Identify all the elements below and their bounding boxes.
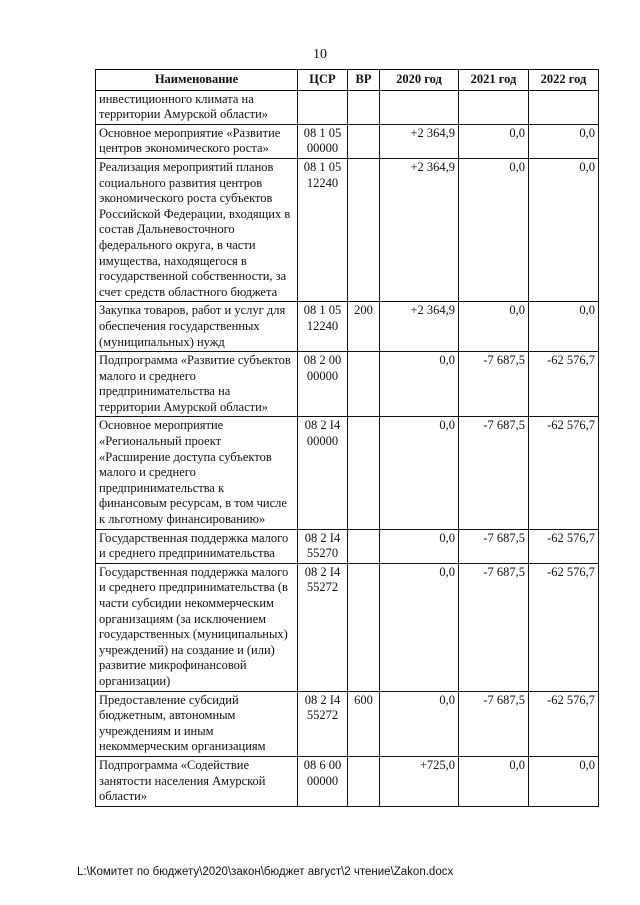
cell-2020: 0,0 [380, 563, 459, 691]
table-row [96, 529, 599, 563]
cell-2022 [529, 90, 599, 124]
cell-vr [348, 529, 380, 563]
header-2021: 2021 год [459, 70, 529, 91]
cell-name: Реализация мероприятий планов социального развития центров экономического роста субъектов Российской Федерации, входящих в состав Дальневосточного федерального округа, в части имущества, находящегося в государственной собственности, за счет средств областного бюджета [96, 158, 298, 301]
cell-2020: +2 364,9 [380, 124, 459, 158]
cell-2021: 0,0 [459, 756, 529, 806]
cell-2020: 0,0 [380, 417, 459, 529]
cell-csr: 08 1 05 12240 [298, 158, 348, 301]
header-csr: ЦСР [298, 70, 348, 91]
table-row [96, 691, 599, 756]
header-row [96, 70, 599, 91]
cell-csr: 08 2 I4 00000 [298, 417, 348, 529]
table-body [96, 90, 599, 806]
header-2022: 2022 год [529, 70, 599, 91]
cell-2021: -7 687,5 [459, 352, 529, 417]
cell-vr [348, 352, 380, 417]
table-row [96, 302, 599, 352]
cell-vr [348, 417, 380, 529]
table-row [96, 352, 599, 417]
cell-name: инвестиционного климата на территории Амурской области» [96, 90, 298, 124]
footer-file-path: L:\Комитет по бюджету\2020\закон\бюджет август\2 чтение\Zakon.docx [77, 866, 454, 878]
table-header [96, 70, 599, 91]
cell-vr [348, 90, 380, 124]
cell-2021 [459, 90, 529, 124]
cell-2021: 0,0 [459, 302, 529, 352]
table-row [96, 756, 599, 806]
cell-name: Государственная поддержка малого и среднего предпринимательства [96, 529, 298, 563]
cell-2020: +725,0 [380, 756, 459, 806]
budget-table [95, 69, 599, 807]
cell-2021: 0,0 [459, 158, 529, 301]
cell-2021: -7 687,5 [459, 691, 529, 756]
cell-vr [348, 158, 380, 301]
cell-2022: -62 576,7 [529, 529, 599, 563]
cell-2021: -7 687,5 [459, 529, 529, 563]
cell-2020: 0,0 [380, 529, 459, 563]
cell-vr [348, 124, 380, 158]
cell-csr: 08 6 00 00000 [298, 756, 348, 806]
cell-vr: 600 [348, 691, 380, 756]
cell-name: Государственная поддержка малого и среднего предпринимательства (в части субсидии некоммерческим организациям (за исключением государственных (муниципальных) учреждений) на создание и (или) развитие микрофинансовой организации) [96, 563, 298, 691]
header-vr: ВР [348, 70, 380, 91]
table-row [96, 90, 599, 124]
cell-name: Подпрограмма «Содействие занятости населения Амурской области» [96, 756, 298, 806]
cell-csr: 08 2 I4 55272 [298, 563, 348, 691]
cell-2022: 0,0 [529, 756, 599, 806]
cell-name: Закупка товаров, работ и услуг для обеспечения государственных (муниципальных) нужд [96, 302, 298, 352]
header-name: Наименование [96, 70, 298, 91]
cell-name: Предоставление субсидий бюджетным, автономным учреждениям и иным некоммерческим организациям [96, 691, 298, 756]
cell-2022: -62 576,7 [529, 691, 599, 756]
header-2020: 2020 год [380, 70, 459, 91]
cell-name: Подпрограмма «Развитие субъектов малого и среднего предпринимательства на территории Амурской области» [96, 352, 298, 417]
cell-2021: -7 687,5 [459, 563, 529, 691]
cell-csr: 08 2 00 00000 [298, 352, 348, 417]
page-number: 10 [313, 47, 327, 62]
cell-2022: -62 576,7 [529, 352, 599, 417]
cell-2022: 0,0 [529, 302, 599, 352]
cell-csr: 08 1 05 12240 [298, 302, 348, 352]
cell-2022: 0,0 [529, 158, 599, 301]
cell-vr [348, 563, 380, 691]
cell-csr: 08 2 I4 55270 [298, 529, 348, 563]
cell-2020: 0,0 [380, 691, 459, 756]
cell-name: Основное мероприятие «Региональный проект «Расширение доступа субъектов малого и среднего предпринимательства к финансовым ресурсам, в том числе к льготному финансированию» [96, 417, 298, 529]
table-row [96, 563, 599, 691]
cell-2020 [380, 90, 459, 124]
cell-2020: +2 364,9 [380, 302, 459, 352]
table-row [96, 417, 599, 529]
cell-2022: -62 576,7 [529, 563, 599, 691]
cell-csr: 08 2 I4 55272 [298, 691, 348, 756]
cell-2021: 0,0 [459, 124, 529, 158]
cell-vr [348, 756, 380, 806]
cell-2021: -7 687,5 [459, 417, 529, 529]
cell-vr: 200 [348, 302, 380, 352]
cell-2020: 0,0 [380, 352, 459, 417]
cell-csr: 08 1 05 00000 [298, 124, 348, 158]
cell-2022: 0,0 [529, 124, 599, 158]
table-row [96, 158, 599, 301]
cell-csr [298, 90, 348, 124]
cell-2022: -62 576,7 [529, 417, 599, 529]
cell-name: Основное мероприятие «Развитие центров экономического роста» [96, 124, 298, 158]
table-row [96, 124, 599, 158]
cell-2020: +2 364,9 [380, 158, 459, 301]
